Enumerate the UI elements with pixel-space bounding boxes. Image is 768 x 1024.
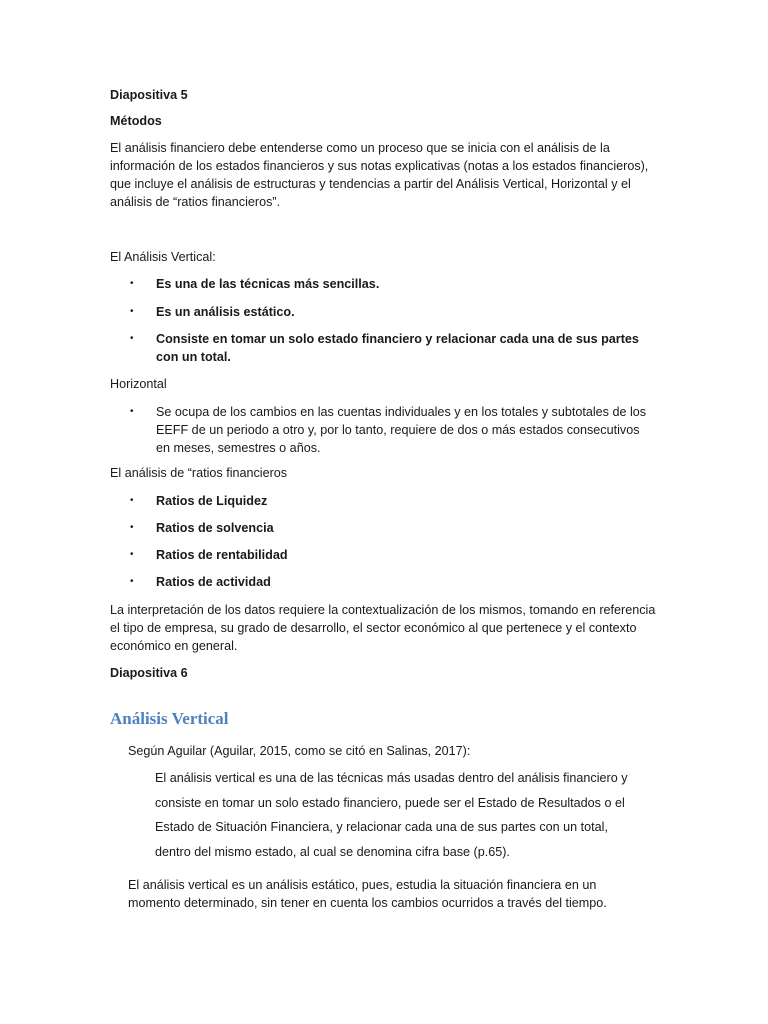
vertical-label: El Análisis Vertical: — [110, 250, 216, 264]
intro-paragraph: El análisis financiero debe entenderse como un proceso que se inicia con el análisis de la información de los estados financieros y sus notas explicativas (notas a los estados financieros), que incluye el análisis de estructuras y tendencias a partir del Análisis Vertical, Horizontal y el análisis de “ratios financieros”. — [110, 141, 649, 209]
list-item: • Ratios de solvencia — [130, 521, 274, 535]
bullet-icon: • — [130, 306, 134, 317]
metodos-title: Métodos — [110, 114, 162, 128]
closing-paragraph: El análisis vertical es un análisis estático, pues, estudia la situación financiera en un momento determinado, sin tener en cuenta los cambios ocurridos a través del tiempo. — [128, 878, 607, 910]
bullet-icon: • — [130, 495, 134, 506]
analisis-vertical-heading: Análisis Vertical — [110, 709, 229, 728]
bullet-icon: • — [130, 522, 134, 533]
interpretation-paragraph: La interpretación de los datos requiere la contextualización de los mismos, tomando en referencia el tipo de empresa, su grado de desarrollo, el sector económico al que pertenece y el contexto económico en general. — [110, 603, 656, 653]
list-item: • Ratios de rentabilidad — [130, 548, 288, 562]
bullet-icon: • — [130, 406, 134, 417]
list-item: • Es un análisis estático. — [130, 305, 295, 319]
horizontal-label: Horizontal — [110, 377, 167, 391]
list-item: • Ratios de Liquidez — [130, 494, 268, 508]
list-item: • Es una de las técnicas más sencillas. — [130, 277, 380, 291]
bullet-icon: • — [130, 549, 134, 560]
ratios-label: El análisis de “ratios financieros — [110, 466, 288, 480]
slide-6-label: Diapositiva 6 — [110, 666, 188, 680]
list-item: • Ratios de actividad — [130, 575, 271, 589]
bullet-icon: • — [130, 333, 134, 344]
bullet-icon: • — [130, 576, 134, 587]
slide-5-label: Diapositiva 5 — [110, 88, 188, 102]
list-item: • Se ocupa de los cambios en las cuentas individuales y en los totales y subtotales de los EEFF de un periodo a otro y, por lo tanto, requiere de dos o más estados consecutivos en meses, semestres o años. — [130, 405, 647, 455]
list-item: • Consiste en tomar un solo estado financiero y relacionar cada una de sus partes con un total. — [130, 332, 639, 364]
bullet-icon: • — [130, 278, 134, 289]
block-quote: El análisis vertical es una de las técnicas más usadas dentro del análisis financiero y consiste en tomar un solo estado financiero, puede ser el Estado de Resultados o el Estado de Situación Financiera, y relacionar cada una de sus partes con un total, dentro del mismo estado, al cual se denomina cifra base (p.65). — [155, 771, 628, 859]
citation-intro: Según Aguilar (Aguilar, 2015, como se citó en Salinas, 2017): — [128, 744, 471, 758]
